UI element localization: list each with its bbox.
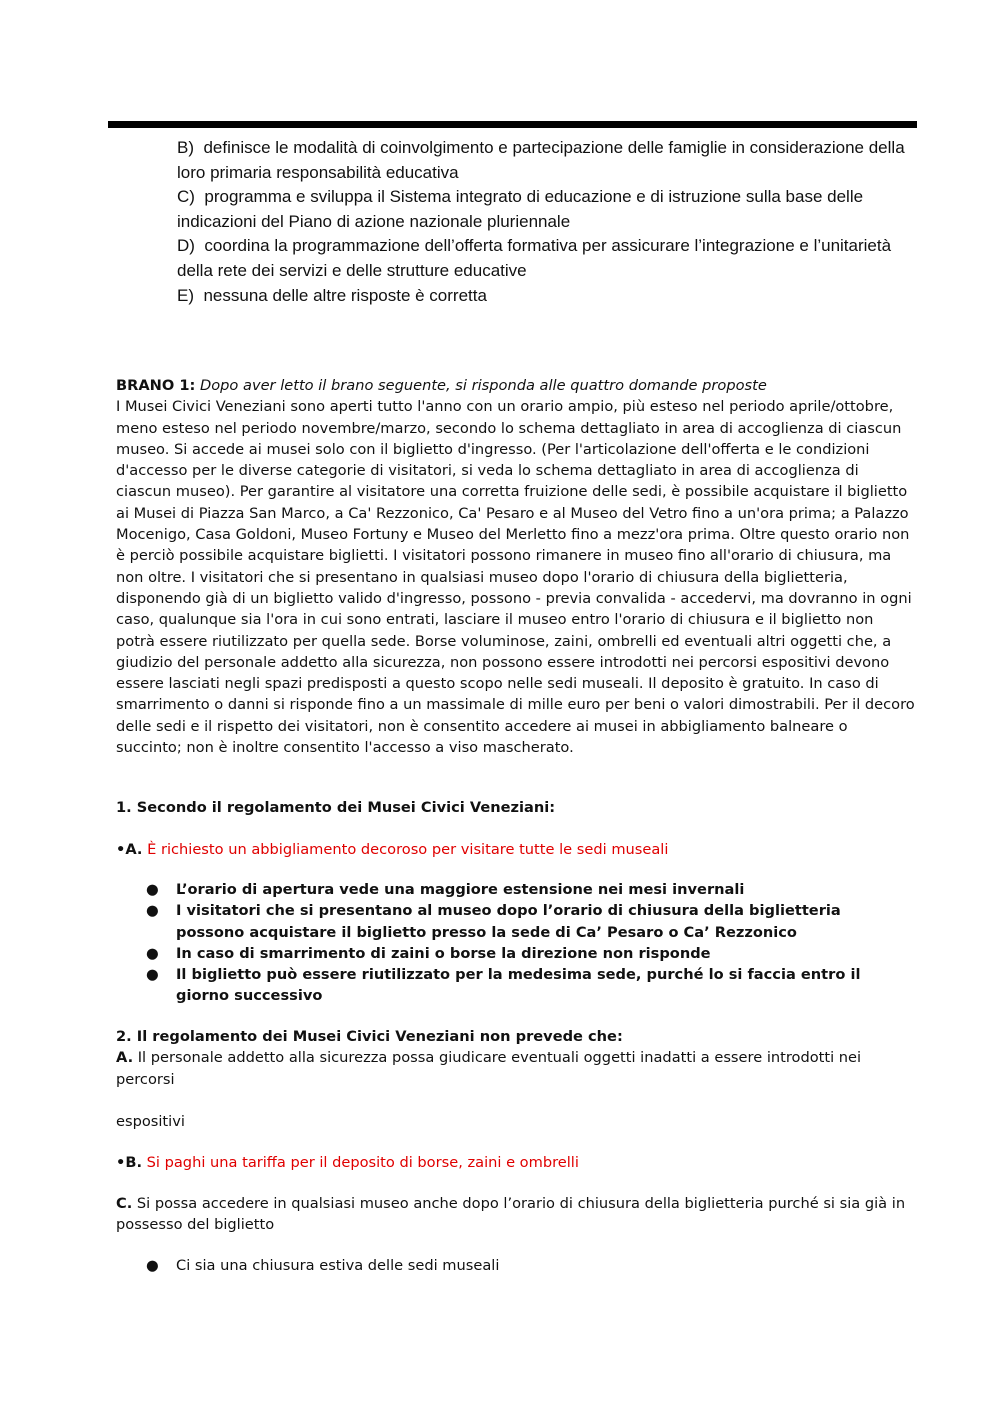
option-b: B) definisce le modalità di coinvolgimento e partecipazione delle famiglie in considerazione della loro primaria responsabilità educativa [177,138,905,182]
list-item: ● L’orario di apertura vede una maggiore estensione nei mesi invernali [116,879,906,900]
passage-heading [116,375,916,396]
question-2-correct-answer: •B. Si paghi una tariffa per il deposito di borse, zaini e ombrelli [116,1154,579,1171]
passage-text: I Musei Civici Veneziani sono aperti tutto l'anno con un orario ampio, più esteso nel periodo aprile/ottobre, meno esteso nel periodo novembre/marzo, secondo lo schema dettagliato in area di accoglienza di ciascun museo. Si accede ai musei solo con il biglietto d'ingresso. (Per l'articolazione dell'offerta e le condizioni d'accesso per le diverse categorie di visitatori, si veda lo schema dettagliato in area di accoglienza di ciascun museo). Per garantire al visitatore una corretta fruizione delle sedi, è possibile acquistare il biglietto ai Musei di Piazza San Marco, a Ca' Rezzonico, Ca' Pesaro e al Museo del Vetro fino a un'ora prima; a Palazzo Mocenigo, Casa Goldoni, Museo Fortuny e Museo del Merletto fino a mezz'ora prima. Oltre questo orario non è perciò possibile acquistare biglietti. I visitatori possono rimanere in museo fino all'orario di chiusura, ma non oltre. I visitatori che si presentano in qualsiasi museo dopo l'orario di chiusura della biglietteria, disponendo già di un biglietto valido d'ingresso, possono - previa convalida - accedervi, ma dovranno in ogni caso, qualunque sia l'ora in cui sono entrati, lasciare il museo entro l'orario di chiusura e il biglietto non potrà essere riutilizzato per quella sede. Borse voluminose, zaini, ombrelli ed eventuali altri oggetti che, a giudizio del personale addetto alla sicurezza, non possono essere introdotti nei percorsi espositivi devono essere lasciati negli spazi predisposti a questo scopo nelle sedi museali. Il deposito è gratuito. In caso di smarrimento o danni si risponde fino a un massimale di mille euro per beni o valori dimostrabili. Per il decoro delle sedi e il rispetto dei visitatori, non è consentito accedere ai musei in abbigliamento balneare o succinto; non è inoltre consentito l'accesso a viso mascherato. [116,398,915,757]
header-rule [108,121,917,128]
question-2-title: 2. Il regolamento dei Musei Civici Veneziani non prevede che: [116,1028,623,1045]
bullet-icon: ● [146,944,159,962]
question-1-title: 1. Secondo il regolamento dei Musei Civici Veneziani: [116,799,556,816]
question-2 [116,1026,906,1090]
bullet-icon: ● [146,1257,159,1274]
list-item: ● Il biglietto può essere riutilizzato per la medesima sede, purché lo si faccia entro il giorno successivo [146,966,861,1005]
option-d: D) coordina la programmazione dell’offerta formativa per assicurare l’integrazione e l’unitarietà della rete dei servizi e delle strutture educative [177,236,892,280]
bullet-icon: ● [146,881,159,898]
previous-question-options [177,136,917,308]
option-c: C) programma e sviluppa il Sistema integrato di educazione e di istruzione sulla base delle indicazioni del Piano di azione nazionale pluriennale [177,187,864,231]
question-2-answer-a: A. Il personale addetto alla sicurezza possa giudicare eventuali oggetti inadatti a essere introdotti nei percorsi [116,1049,862,1088]
bullet-icon: ● [146,966,159,984]
question-2-answer-c: C. Si possa accedere in qualsiasi museo anche dopo l’orario di chiusura della biglietteria purché si sia già in possesso del biglietto [116,1195,906,1234]
reading-passage [116,375,916,758]
option-e: E) nessuna delle altre risposte è corretta [177,285,487,305]
list-item: ● I visitatori che si presentano al museo dopo l’orario di chiusura della biglietteria possono acquistare il biglietto presso la sede di Ca’ Pesaro o Ca’ Rezzonico [146,902,841,941]
passage-label: BRANO 1: [116,377,196,394]
list-item: ● In caso di smarrimento di zaini o borse la direzione non risponde [116,943,906,964]
question-1-other-answers [116,879,906,1007]
question-2-answer-a-continuation: espositivi [116,1113,185,1130]
passage-instruction: Dopo aver letto il brano seguente, si risponda alle quattro domande proposte [200,377,767,394]
bullet-icon: ● [146,902,159,920]
question-1-correct-answer: •A. È richiesto un abbigliamento decoroso per visitare tutte le sedi museali [116,841,669,858]
